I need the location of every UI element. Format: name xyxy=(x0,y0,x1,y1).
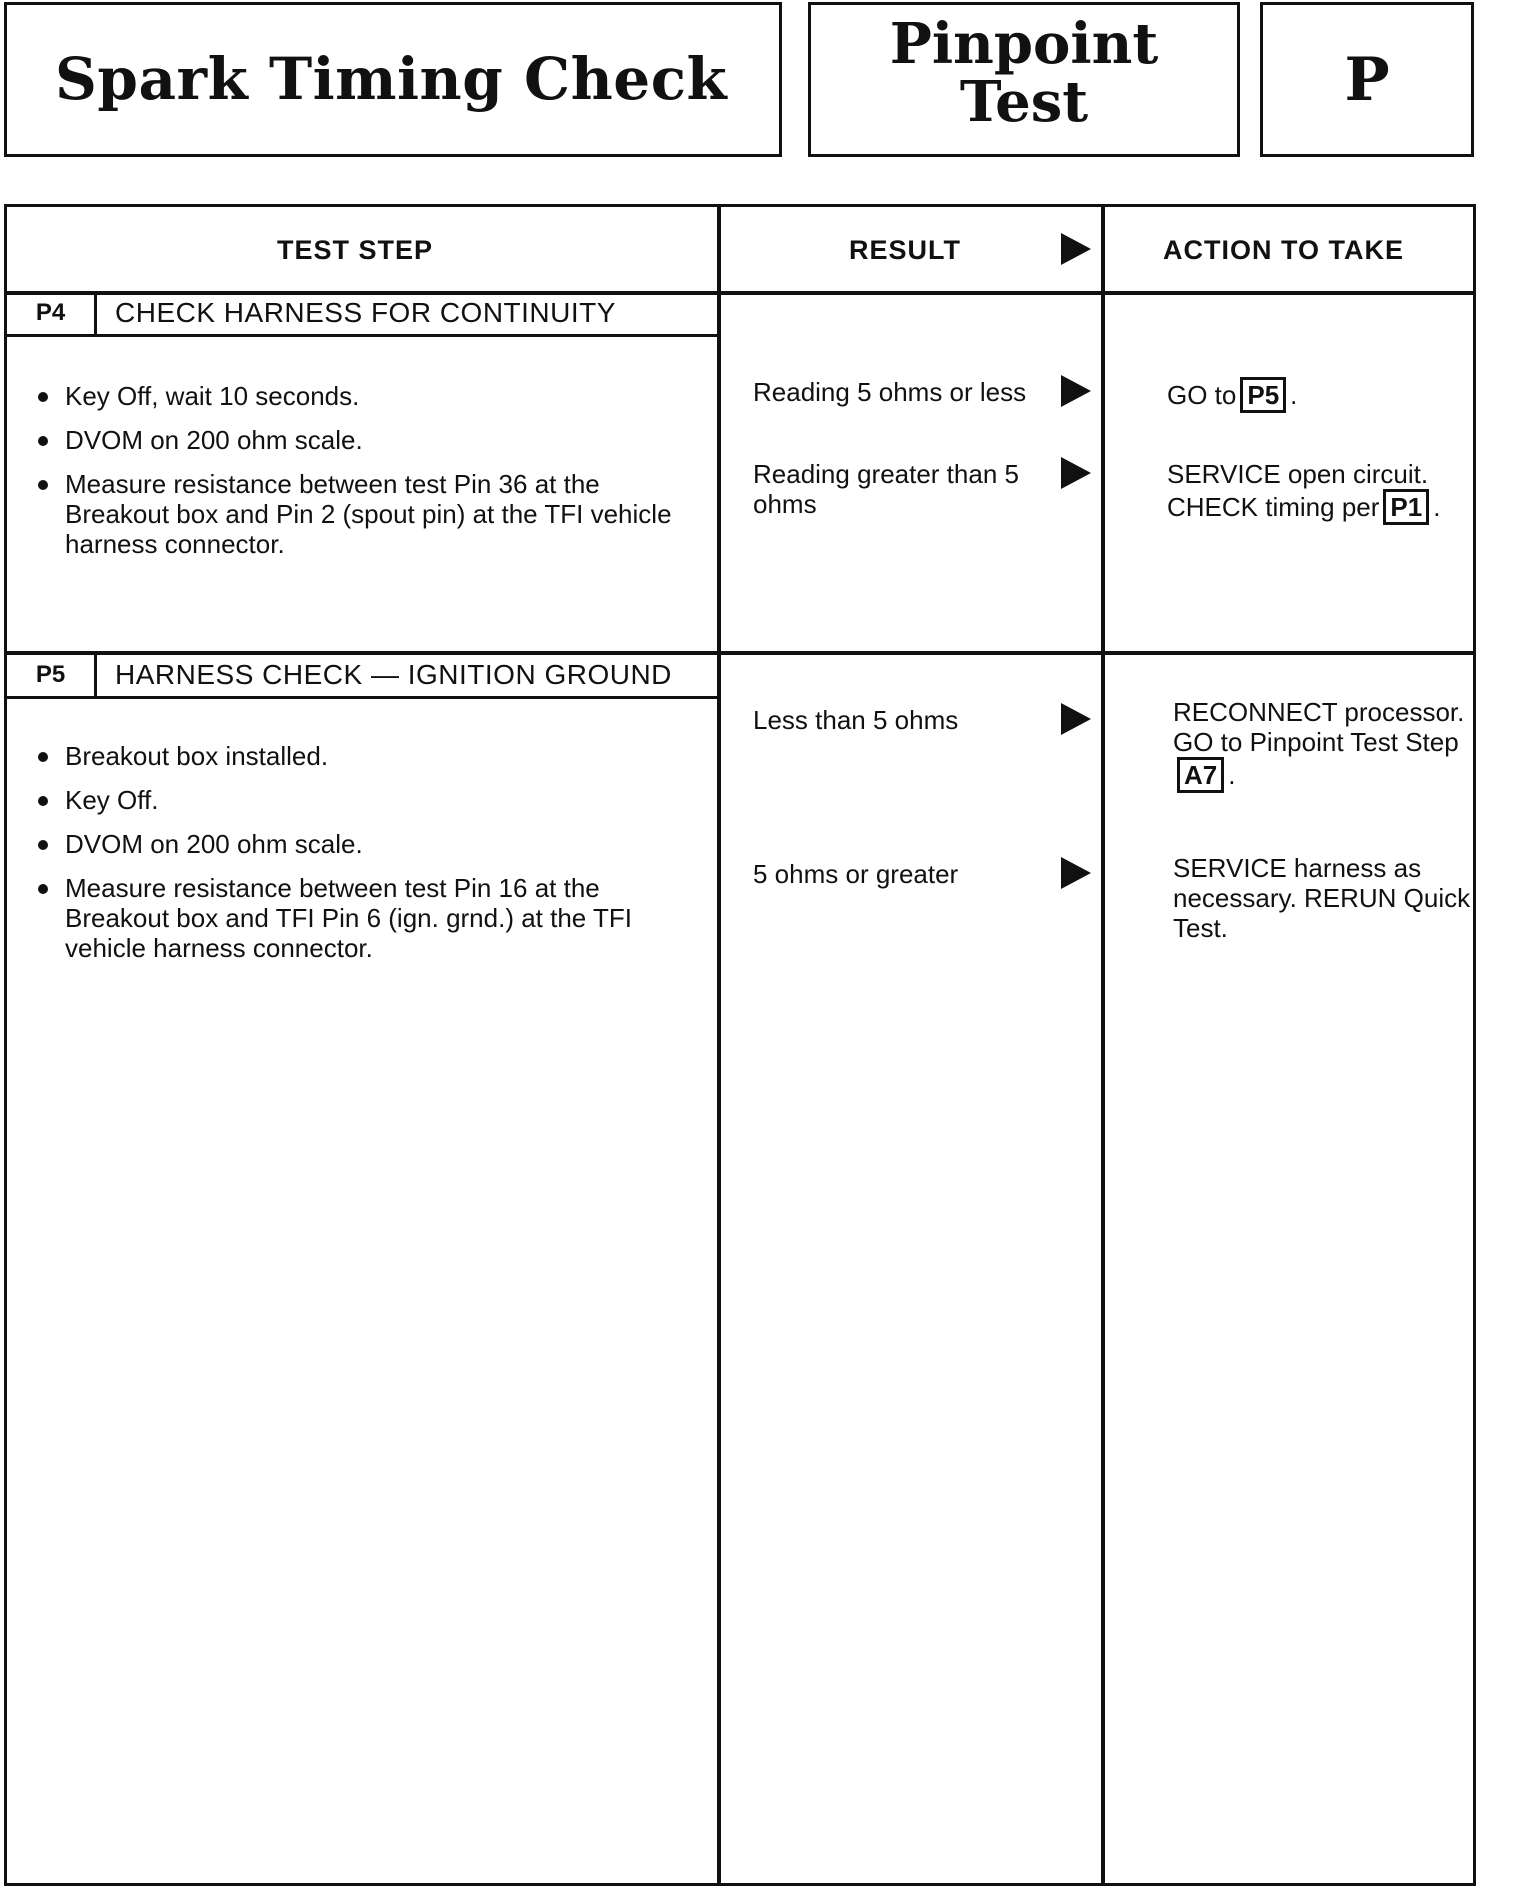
step-reference: A7 xyxy=(1177,757,1224,793)
test-type-label: Pinpoint Test xyxy=(889,11,1159,135)
result-arrow-icon xyxy=(1061,233,1091,265)
test-letter: P xyxy=(1344,45,1390,115)
result-arrow-icon xyxy=(1061,703,1091,735)
step-title: CHECK HARNESS FOR CONTINUITY xyxy=(115,297,616,328)
step-reference: P5 xyxy=(1240,377,1286,413)
step-title: HARNESS CHECK — IGNITION GROUND xyxy=(115,659,672,690)
result-text: Reading greater than 5 ohms xyxy=(753,459,1019,519)
column-header-action: ACTION TO TAKE xyxy=(1163,235,1404,265)
step-p4-instructions xyxy=(35,381,695,573)
list-item: Key Off. xyxy=(35,785,695,815)
result-text: 5 ohms or greater xyxy=(753,859,959,889)
result-arrow-icon xyxy=(1061,375,1091,407)
step-p5-instructions xyxy=(35,741,695,977)
column-header-result: RESULT xyxy=(849,235,961,265)
column-divider-1 xyxy=(717,207,721,1883)
list-item: Measure resistance between test Pin 16 at the Breakout box and TFI Pin 6 (ign. grnd.) at the TFI vehicle harness connector. xyxy=(35,873,695,963)
column-header-test-step: TEST STEP xyxy=(277,235,434,265)
step-header-p4 xyxy=(7,291,717,337)
result-arrow-icon xyxy=(1061,457,1091,489)
list-item: DVOM on 200 ohm scale. xyxy=(35,829,695,859)
title-box xyxy=(4,2,782,157)
test-type-box xyxy=(808,2,1240,157)
action-text: SERVICE harness as necessary. RERUN Quick Test. xyxy=(1173,853,1471,943)
list-item: DVOM on 200 ohm scale. xyxy=(35,425,695,455)
page-title: Spark Timing Check xyxy=(55,45,728,113)
result-text: Reading 5 ohms or less xyxy=(753,377,1027,407)
result-arrow-icon xyxy=(1061,857,1091,889)
action-text: SERVICE open circuit. CHECK timing per P1 . xyxy=(1167,459,1467,525)
column-divider-2 xyxy=(1101,207,1105,1883)
step-header-p5 xyxy=(7,653,717,699)
step-id: P4 xyxy=(7,291,97,334)
list-item: Measure resistance between test Pin 36 at the Breakout box and Pin 2 (spout pin) at the TFI vehicle harness connector. xyxy=(35,469,695,559)
action-text: RECONNECT processor. GO to Pinpoint Test StepA7 . xyxy=(1173,697,1473,793)
list-item: Breakout box installed. xyxy=(35,741,695,771)
list-item: Key Off, wait 10 seconds. xyxy=(35,381,695,411)
action-text: GO to P5 . xyxy=(1167,377,1467,413)
pinpoint-table xyxy=(4,204,1476,1886)
step-reference: P1 xyxy=(1383,489,1429,525)
test-letter-box xyxy=(1260,2,1474,157)
result-text: Less than 5 ohms xyxy=(753,705,959,735)
step-id: P5 xyxy=(7,653,97,696)
